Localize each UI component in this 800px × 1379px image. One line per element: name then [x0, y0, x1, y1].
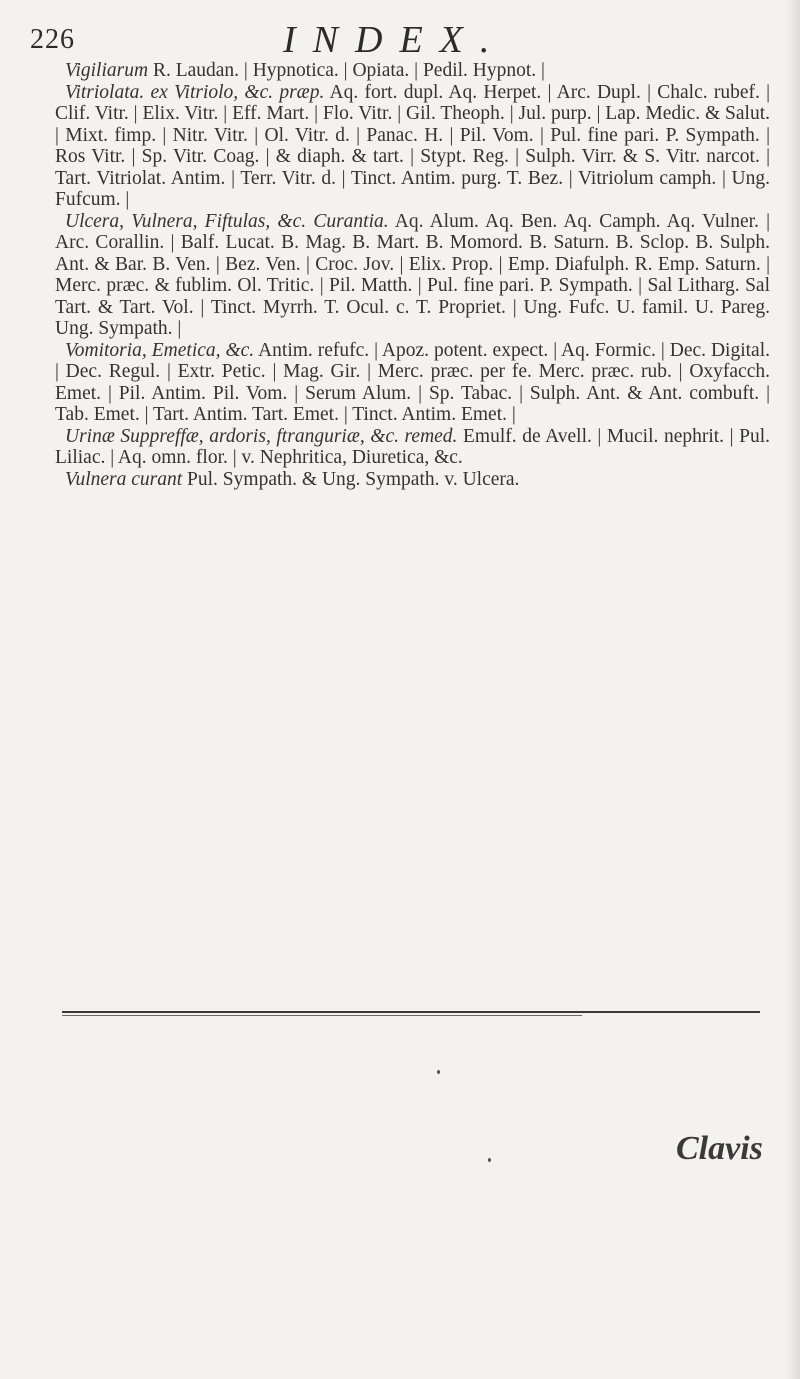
- ink-speck: [437, 1070, 440, 1074]
- page-header: [30, 14, 770, 64]
- index-entry: [55, 469, 770, 491]
- end-rule: [62, 1011, 760, 1013]
- index-entry: [55, 82, 770, 211]
- page-number: 226: [30, 24, 75, 55]
- entry-text: Pul. Sympath. & Ung. Sympath. v. Ulcera.: [182, 468, 520, 490]
- entry-text: Antim. refufc. | Apoz. potent. expect. | Aq. Formic. | Dec. Digital. | Dec. Regul. | Extr. Petic. | Mag. Gir. | Merc. præc. per fe. Merc. præc. rub. | Oxyfacch. Emet. | Pil. Antim. Pil. Vom. | Serum Alum. | Sp. Tabac. | Sulph. Ant. & Ant. combuft. | Tab. Emet. | Tart. Antim. Tart. Emet. | Tinct. Antim. Emet. |: [55, 339, 770, 425]
- entry-heading: Vulnera curant: [65, 468, 183, 490]
- index-entries: [55, 60, 770, 490]
- entry-text: Aq. fort. dupl. Aq. Herpet. | Arc. Dupl. | Chalc. rubef. | Clif. Vitr. | Elix. Vitr. | Eff. Mart. | Flo. Vitr. | Gil. Theoph. | Jul. purp. | Lap. Medic. & Salut. | Mixt. fimp. | Nitr. Vitr. | Ol. Vitr. d. | Panac. H. | Pil. Vom. | Pul. fine pari. P. Sympath. | Ros Vitr. | Sp. Vitr. Coag. | & diaph. & tart. | Stypt. Reg. | Sulph. Virr. & S. Vitr. narcot. | Tart. Vitriolat. Antim. | Terr. Vitr. d. | Tinct. Antim. purg. T. Bez. | Vitriolum camph. | Ung. Fufcum. |: [55, 81, 771, 210]
- entry-text: R. Laudan. | Hypnotica. | Opiata. | Pedil. Hypnot. |: [148, 60, 545, 81]
- index-entry: [55, 211, 770, 340]
- entry-heading: Urinæ Suppreffæ, ardoris, ftranguriæ, &c. remed.: [65, 425, 458, 447]
- entry-heading: Vomitoria, Emetica, &c.: [65, 339, 255, 361]
- ink-speck: [488, 1158, 491, 1162]
- entry-heading: Vitriolata. ex Vitriolo, &c. præp.: [65, 81, 325, 103]
- running-title: INDEX.: [283, 19, 507, 61]
- entry-heading: Ulcera, Vulnera, Fiftulas, &c. Curantia.: [65, 210, 389, 232]
- index-entry: [55, 60, 770, 82]
- index-entry: [55, 426, 770, 469]
- page-edge-shadow: [786, 0, 800, 1379]
- entry-text: Emulf. de Avell. | Mucil. nephrit. | Pul. Liliac. | Aq. omn. flor. | v. Nephritica, Diuretica, &c.: [55, 425, 770, 468]
- index-entry: [55, 340, 770, 426]
- entry-text: Aq. Alum. Aq. Ben. Aq. Camph. Aq. Vulner. | Arc. Corallin. | Balf. Lucat. B. Mag. B. Mart. B. Momord. B. Saturn. B. Sclop. B. Sulph. Ant. & Bar. B. Ven. | Bez. Ven. | Croc. Jov. | Elix. Prop. | Emp. Diafulph. R. Emp. Saturn. | Merc. præc. & fublim. Ol. Tritic. | Pil. Matth. | Pul. fine pari. P. Sympath. | Sal Litharg. Sal Tart. & Tart. Vol. | Tinct. Myrrh. T. Ocul. c. T. Propriet. | Ung. Fufc. U. famil. U. Pareg. Ung. Sympath. |: [55, 210, 771, 339]
- entry-heading: Vigiliarum: [65, 60, 149, 81]
- catchword: Clavis: [676, 1130, 763, 1167]
- end-rule-thin: [62, 1015, 582, 1016]
